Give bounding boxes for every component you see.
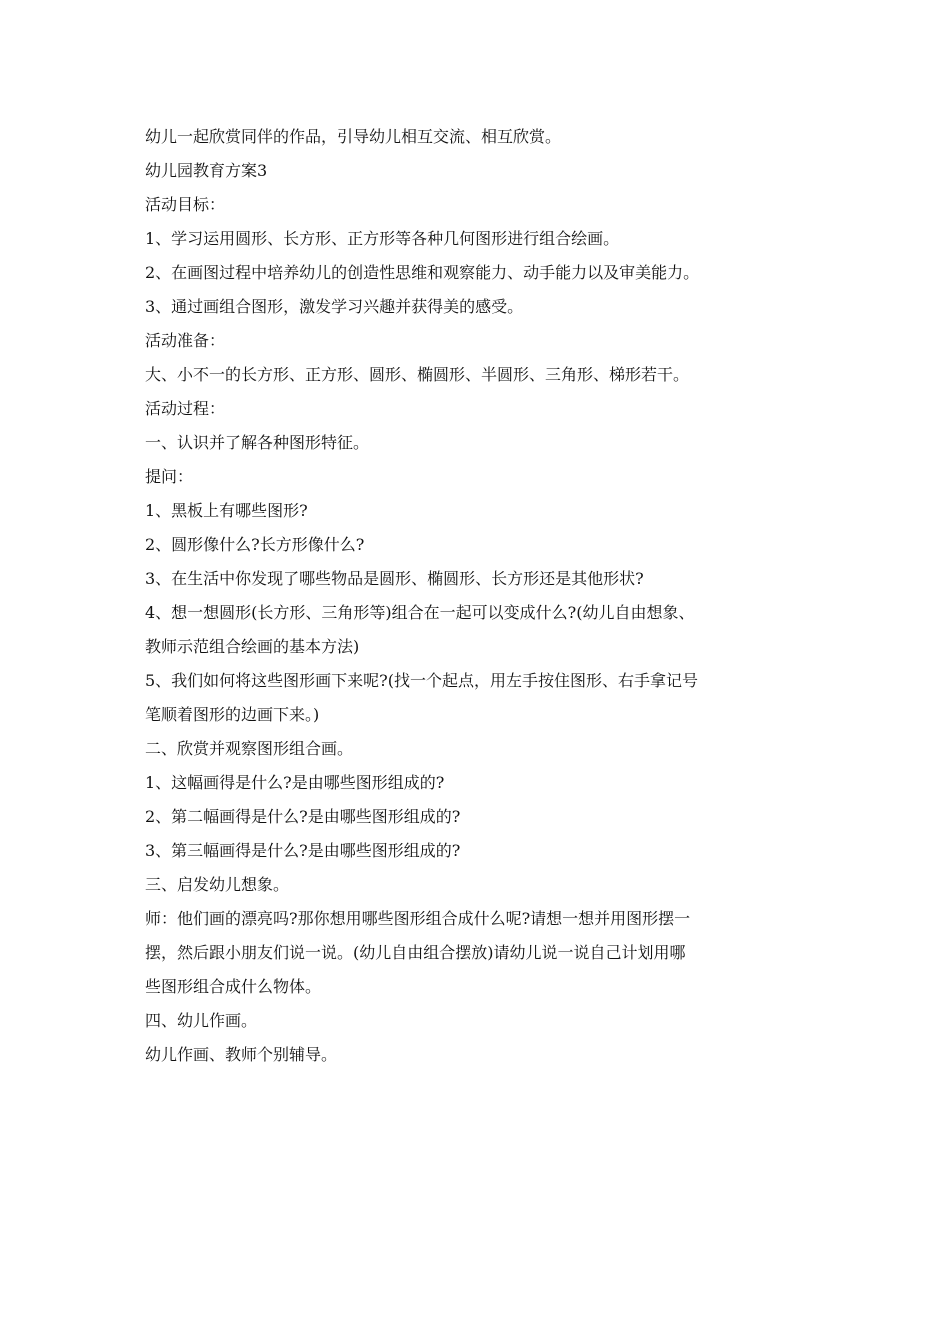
text-line: 三、启发幼儿想象。	[145, 875, 290, 894]
text-line: 教师示范组合绘画的基本方法)	[145, 637, 360, 656]
text-line: 师：他们画的漂亮吗?那你想用哪些图形组合成什么呢?请想一想并用图形摆一	[145, 909, 691, 928]
text-line: 四、幼儿作画。	[145, 1011, 258, 1030]
text-line: 4、想一想圆形(长方形、三角形等)组合在一起可以变成什么?(幼儿自由想象、	[145, 603, 695, 622]
text-line: 1、黑板上有哪些图形?	[145, 501, 308, 520]
text-line: 2、圆形像什么?长方形像什么?	[145, 535, 365, 554]
section-title: 幼儿园教育方案3	[145, 161, 268, 180]
text-line: 摆，然后跟小朋友们说一说。(幼儿自由组合摆放)请幼儿说一说自己计划用哪	[145, 943, 686, 962]
text-line: 幼儿作画、教师个别辅导。	[145, 1045, 338, 1064]
text-line: 3、第三幅画得是什么?是由哪些图形组成的?	[145, 841, 461, 860]
text-line: 一、认识并了解各种图形特征。	[145, 433, 370, 452]
text-line: 3、在生活中你发现了哪些物品是圆形、椭圆形、长方形还是其他形状?	[145, 569, 644, 588]
heading-objectives: 活动目标：	[145, 195, 226, 214]
text-line: 2、第二幅画得是什么?是由哪些图形组成的?	[145, 807, 461, 826]
text-line: 二、欣赏并观察图形组合画。	[145, 739, 354, 758]
heading-preparation: 活动准备：	[145, 331, 226, 350]
text-line: 大、小不一的长方形、正方形、圆形、椭圆形、半圆形、三角形、梯形若干。	[145, 365, 690, 384]
text-line: 笔顺着图形的边画下来。)	[145, 705, 320, 724]
text-line: 2、在画图过程中培养幼儿的创造性思维和观察能力、动手能力以及审美能力。	[145, 263, 700, 282]
text-line: 些图形组合成什么物体。	[145, 977, 322, 996]
document-body	[145, 120, 810, 1072]
text-line: 3、通过画组合图形，激发学习兴趣并获得美的感受。	[145, 297, 524, 316]
text-line: 1、学习运用圆形、长方形、正方形等各种几何图形进行组合绘画。	[145, 229, 620, 248]
text-line: 5、我们如何将这些图形画下来呢?(找一个起点，用左手按住图形、右手拿记号	[145, 671, 699, 690]
text-line: 提问：	[145, 467, 194, 486]
heading-process: 活动过程：	[145, 399, 226, 418]
text-line: 幼儿一起欣赏同伴的作品，引导幼儿相互交流、相互欣赏。	[145, 127, 562, 146]
text-line: 1、这幅画得是什么?是由哪些图形组成的?	[145, 773, 445, 792]
